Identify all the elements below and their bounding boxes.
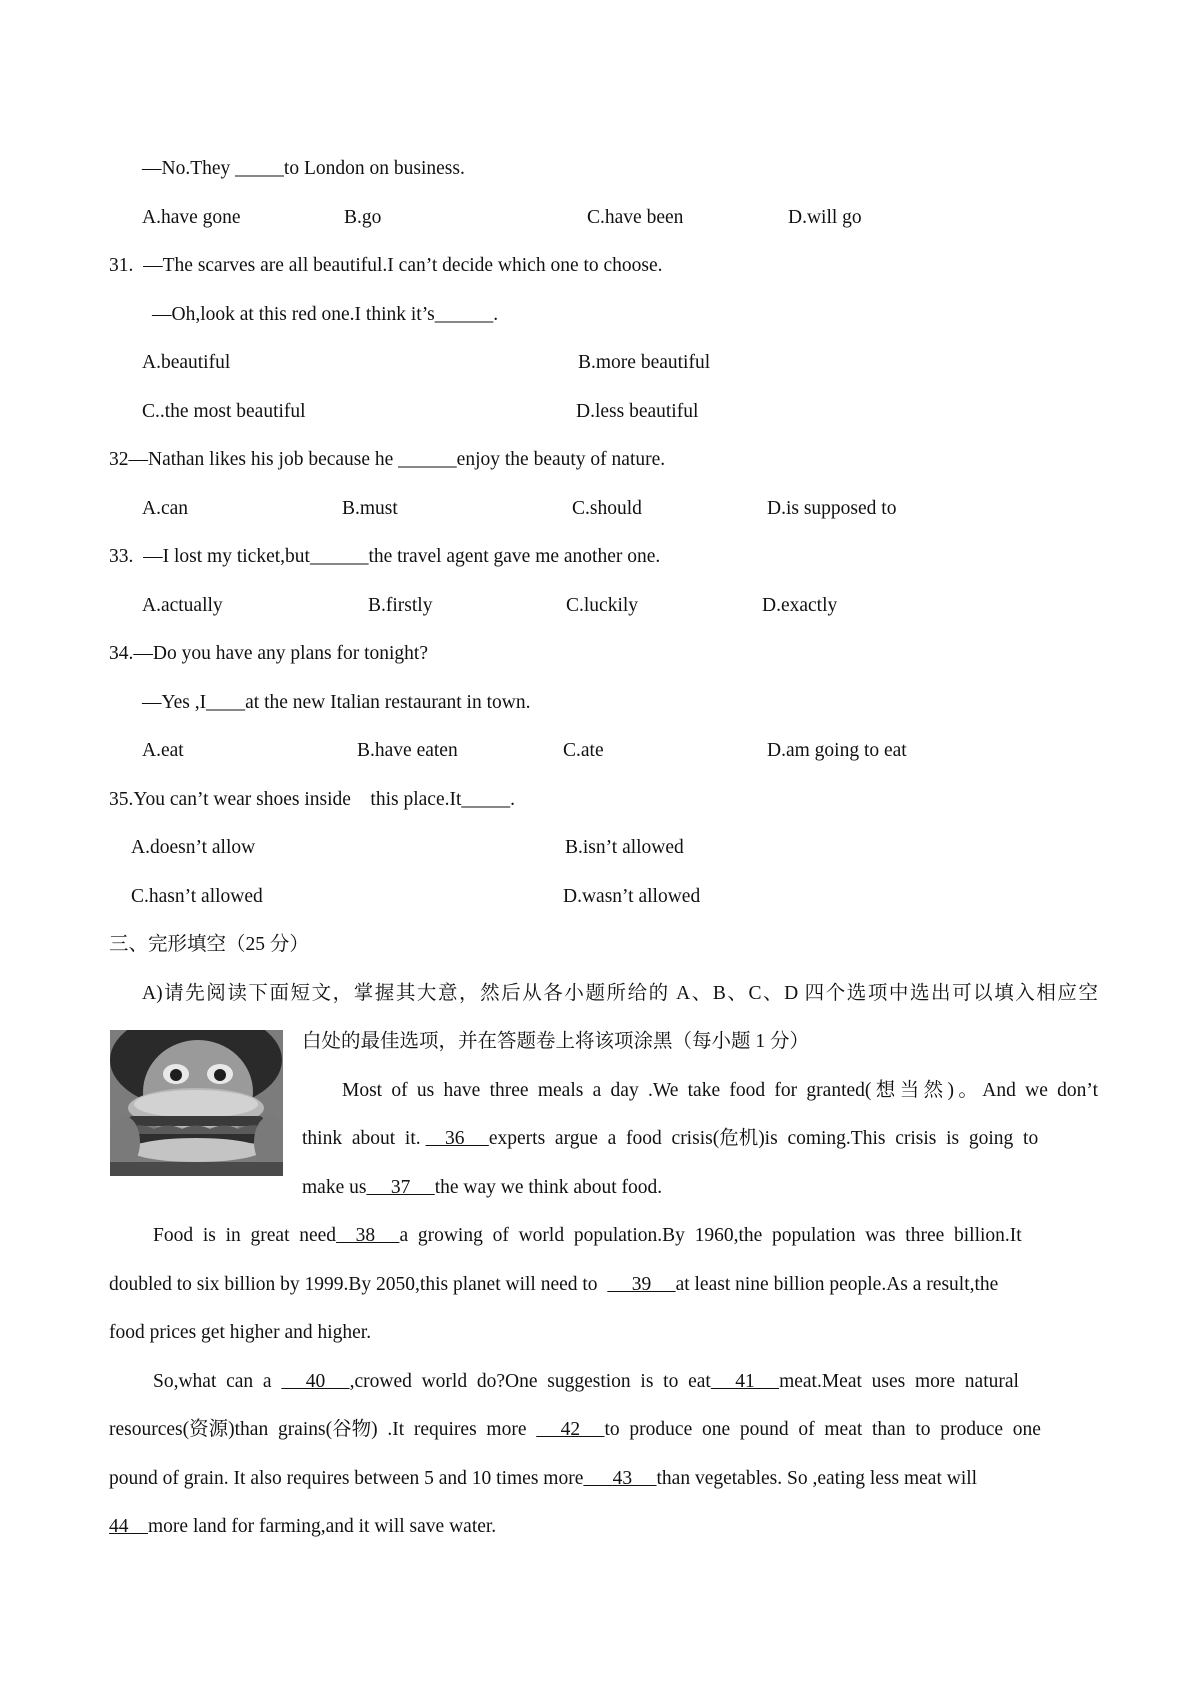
q31-reply: —Oh,look at this red one.I think it’s______.	[152, 304, 499, 325]
q34-stem: 34.—Do you have any plans for tonight?	[109, 643, 428, 664]
p2-line1	[153, 1224, 1022, 1248]
q35-stem: 35.You can’t wear shoes inside this place.It_____.	[109, 789, 516, 810]
p3-line4	[109, 1515, 496, 1539]
p3-line3-text: pound of grain. It also requires between 5 and 10 times more	[109, 1468, 584, 1489]
q34-option-c: C.ate	[563, 740, 604, 761]
p3-line2-text: resources(资源)than grains(谷物) .It requires more	[109, 1419, 537, 1440]
p3-line4-text: more land for farming,and it will save water.	[148, 1516, 497, 1537]
q35-option-a: A.doesn’t allow	[131, 837, 256, 858]
q32-option-a: A.can	[142, 498, 189, 519]
p1-line2-text: think about it.	[302, 1128, 426, 1149]
q31-stem: 31. —The scarves are all beautiful.I can’t decide which one to choose.	[109, 255, 663, 276]
q32-stem: 32—Nathan likes his job because he ______enjoy the beauty of nature.	[109, 449, 666, 470]
q32-option-c: C.should	[572, 498, 642, 519]
blank-42: 42	[536, 1419, 605, 1440]
p2-line2-text: doubled to six billion by 1999.By 2050,this planet will need to	[109, 1274, 608, 1295]
p3-line1-text-end: meat.Meat uses more natural	[779, 1371, 1019, 1392]
q34-option-a: A.eat	[142, 740, 184, 761]
q30-option-c: C.have been	[587, 207, 684, 228]
p3-line3-text-cont: than vegetables. So ,eating less meat will	[656, 1468, 978, 1489]
p2-line3: food prices get higher and higher.	[109, 1322, 372, 1343]
blank-43: 43	[583, 1468, 657, 1489]
q31-option-d: D.less beautiful	[576, 401, 699, 422]
q30-reply: —No.They _____to London on business.	[142, 158, 465, 179]
q31-option-b: B.more beautiful	[578, 352, 711, 373]
q30-option-a: A.have gone	[142, 207, 241, 228]
q33-option-d: D.exactly	[762, 595, 838, 616]
p1-line3	[302, 1176, 662, 1200]
q31-option-c: C..the most beautiful	[142, 401, 306, 422]
q32-option-d: D.is supposed to	[767, 498, 897, 519]
p2-line1-text-cont: a growing of world population.By 1960,the population was three billion.It	[399, 1225, 1022, 1246]
p1-line3-text-cont: the way we think about food.	[434, 1177, 663, 1198]
section-heading: 三、完形填空（25 分）	[109, 934, 309, 955]
p1-line3-text: make us	[302, 1177, 367, 1198]
q34-option-d: D.am going to eat	[767, 740, 907, 761]
blank-38: 38	[336, 1225, 400, 1246]
blank-39: 39	[607, 1274, 676, 1295]
q34-option-b: B.have eaten	[357, 740, 458, 761]
q35-option-b: B.isn’t allowed	[565, 837, 684, 858]
blank-36: 36	[425, 1128, 489, 1149]
p3-line1-text-cont: ,crowed world do?One suggestion is to eat	[349, 1371, 711, 1392]
q30-option-d: D.will go	[788, 207, 862, 228]
q32-option-b: B.must	[342, 498, 398, 519]
q35-option-d: D.wasn’t allowed	[563, 886, 701, 907]
q33-option-c: C.luckily	[566, 595, 639, 616]
p1-line2	[302, 1127, 1038, 1151]
q31-option-a: A.beautiful	[142, 352, 231, 373]
p3-line1-text: So,what can a	[153, 1371, 282, 1392]
q33-option-a: A.actually	[142, 595, 223, 616]
p2-line2-text-cont: at least nine billion people.As a result,the	[675, 1274, 999, 1295]
p2-line2	[109, 1273, 998, 1297]
blank-41: 41	[710, 1371, 780, 1392]
q30-option-b: B.go	[344, 207, 382, 228]
p1-line1: Most of us have three meals a day .We take food for granted(想当然)。And we don’t	[342, 1080, 1098, 1101]
q33-stem: 33. —I lost my ticket,but______the travel agent gave me another one.	[109, 546, 661, 567]
q34-reply: —Yes ,I____at the new Italian restaurant in town.	[142, 692, 531, 713]
blank-37: 37	[366, 1177, 435, 1198]
blank-40: 40	[281, 1371, 350, 1392]
p3-line2-text-cont: to produce one pound of meat than to produce one	[604, 1419, 1041, 1440]
p2-line1-text: Food is in great need	[153, 1225, 337, 1246]
q35-option-c: C.hasn’t allowed	[131, 886, 263, 907]
blank-44: 44	[109, 1516, 148, 1537]
p3-line3	[109, 1467, 977, 1491]
p3-line1	[153, 1370, 1019, 1394]
p3-line2	[109, 1418, 1041, 1442]
burger-photo	[110, 1030, 283, 1176]
p1-line2-text-cont: experts argue a food crisis(危机)is coming.This crisis is going to	[488, 1128, 1039, 1149]
section-instruction: A)请先阅读下面短文，掌握其大意，然后从各小题所给的 A、B、C、D 四个选项中选出可以填入相应空	[142, 983, 1098, 1004]
q33-option-b: B.firstly	[368, 595, 433, 616]
section-instruction-cont: 白处的最佳选项，并在答题卷上将该项涂黑（每小题 1 分）	[302, 1031, 810, 1052]
